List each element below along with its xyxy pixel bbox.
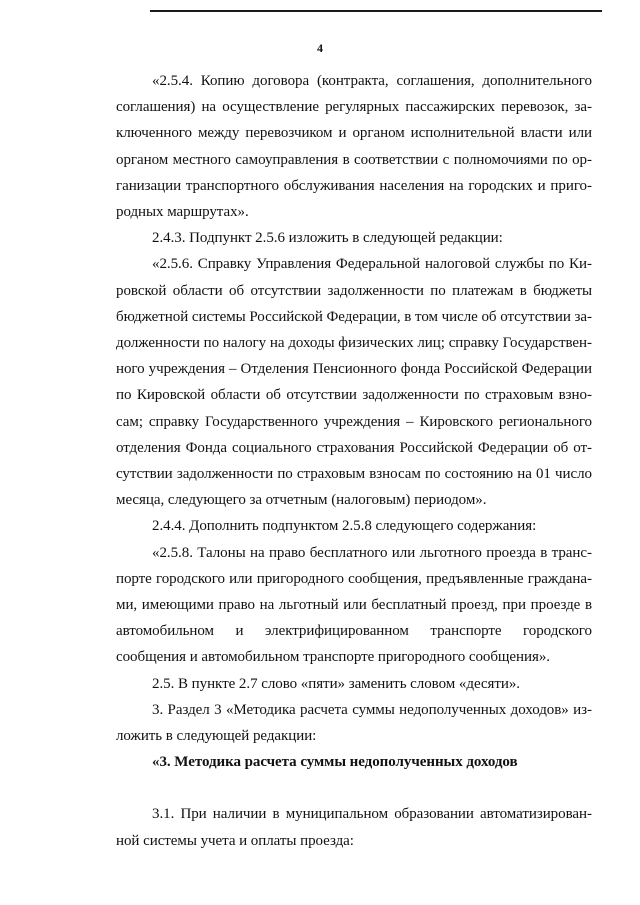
paragraph-2-5-8: «2.5.8. Талоны на право бесплатного или льготного проезда в транспорте городского или пригородного сообщения, предъявленные гражданами, имеющими право на льготный или бесплатный проезд, при проезде в автомобильном и электрифицированном транспорте городского сообщения и автомобильном транспорте пригородного сообщения».: [116, 544, 592, 666]
paragraph-3-1: 3.1. При наличии в муниципальном образовании автоматизированной системы учета и оплаты проезда:: [116, 806, 592, 849]
paragraph-2-4-3: 2.4.3. Подпункт 2.5.6 изложить в следующей редакции:: [152, 230, 503, 247]
document-body: [116, 68, 592, 854]
heading-spacer: [116, 775, 592, 801]
section-heading: «3. Методика расчета суммы недополученных доходов: [152, 754, 518, 771]
page-number: 4: [317, 41, 323, 55]
paragraph-2-4-4: 2.4.4. Дополнить подпунктом 2.5.8 следующего содержания:: [152, 518, 537, 535]
header-rule: [150, 10, 602, 12]
paragraph-2-5-4: «2.5.4. Копию договора (контракта, соглашения, дополнительного соглашения) на осуществление регулярных пассажирских перевозок, заключенного между перевозчиком и органом исполнительной власти или органом местного самоуправления в соответствии с полномочиями по организации транспортного обслуживания населения на городских и пригородных маршрутах».: [116, 73, 592, 221]
paragraph-2-5-6: «2.5.6. Справку Управления Федеральной налоговой службы по Кировской области об отсутствии задолженности по платежам в бюджеты бюджетной системы Российской Федерации, в том числе об отсутствии задолженности по налогу на доходы физических лиц; справку Государственного учреждения – Отделения Пенсионного фонда Российской Федерации по Кировской области об отсутствии задолженности по страховым взносам; справку Государственного учреждения – Кировского регионального отделения Фонда социального страхования Российской Федерации об отсутствии задолженности по страховым взносам по состоянию на 01 число месяца, следующего за отчетным (налоговым) периодом».: [116, 256, 592, 509]
paragraph-2-5: 2.5. В пункте 2.7 слово «пяти» заменить словом «десяти».: [152, 675, 521, 692]
paragraph-3: 3. Раздел 3 «Методика расчета суммы недополученных доходов» изложить в следующей редакции:: [116, 701, 592, 745]
